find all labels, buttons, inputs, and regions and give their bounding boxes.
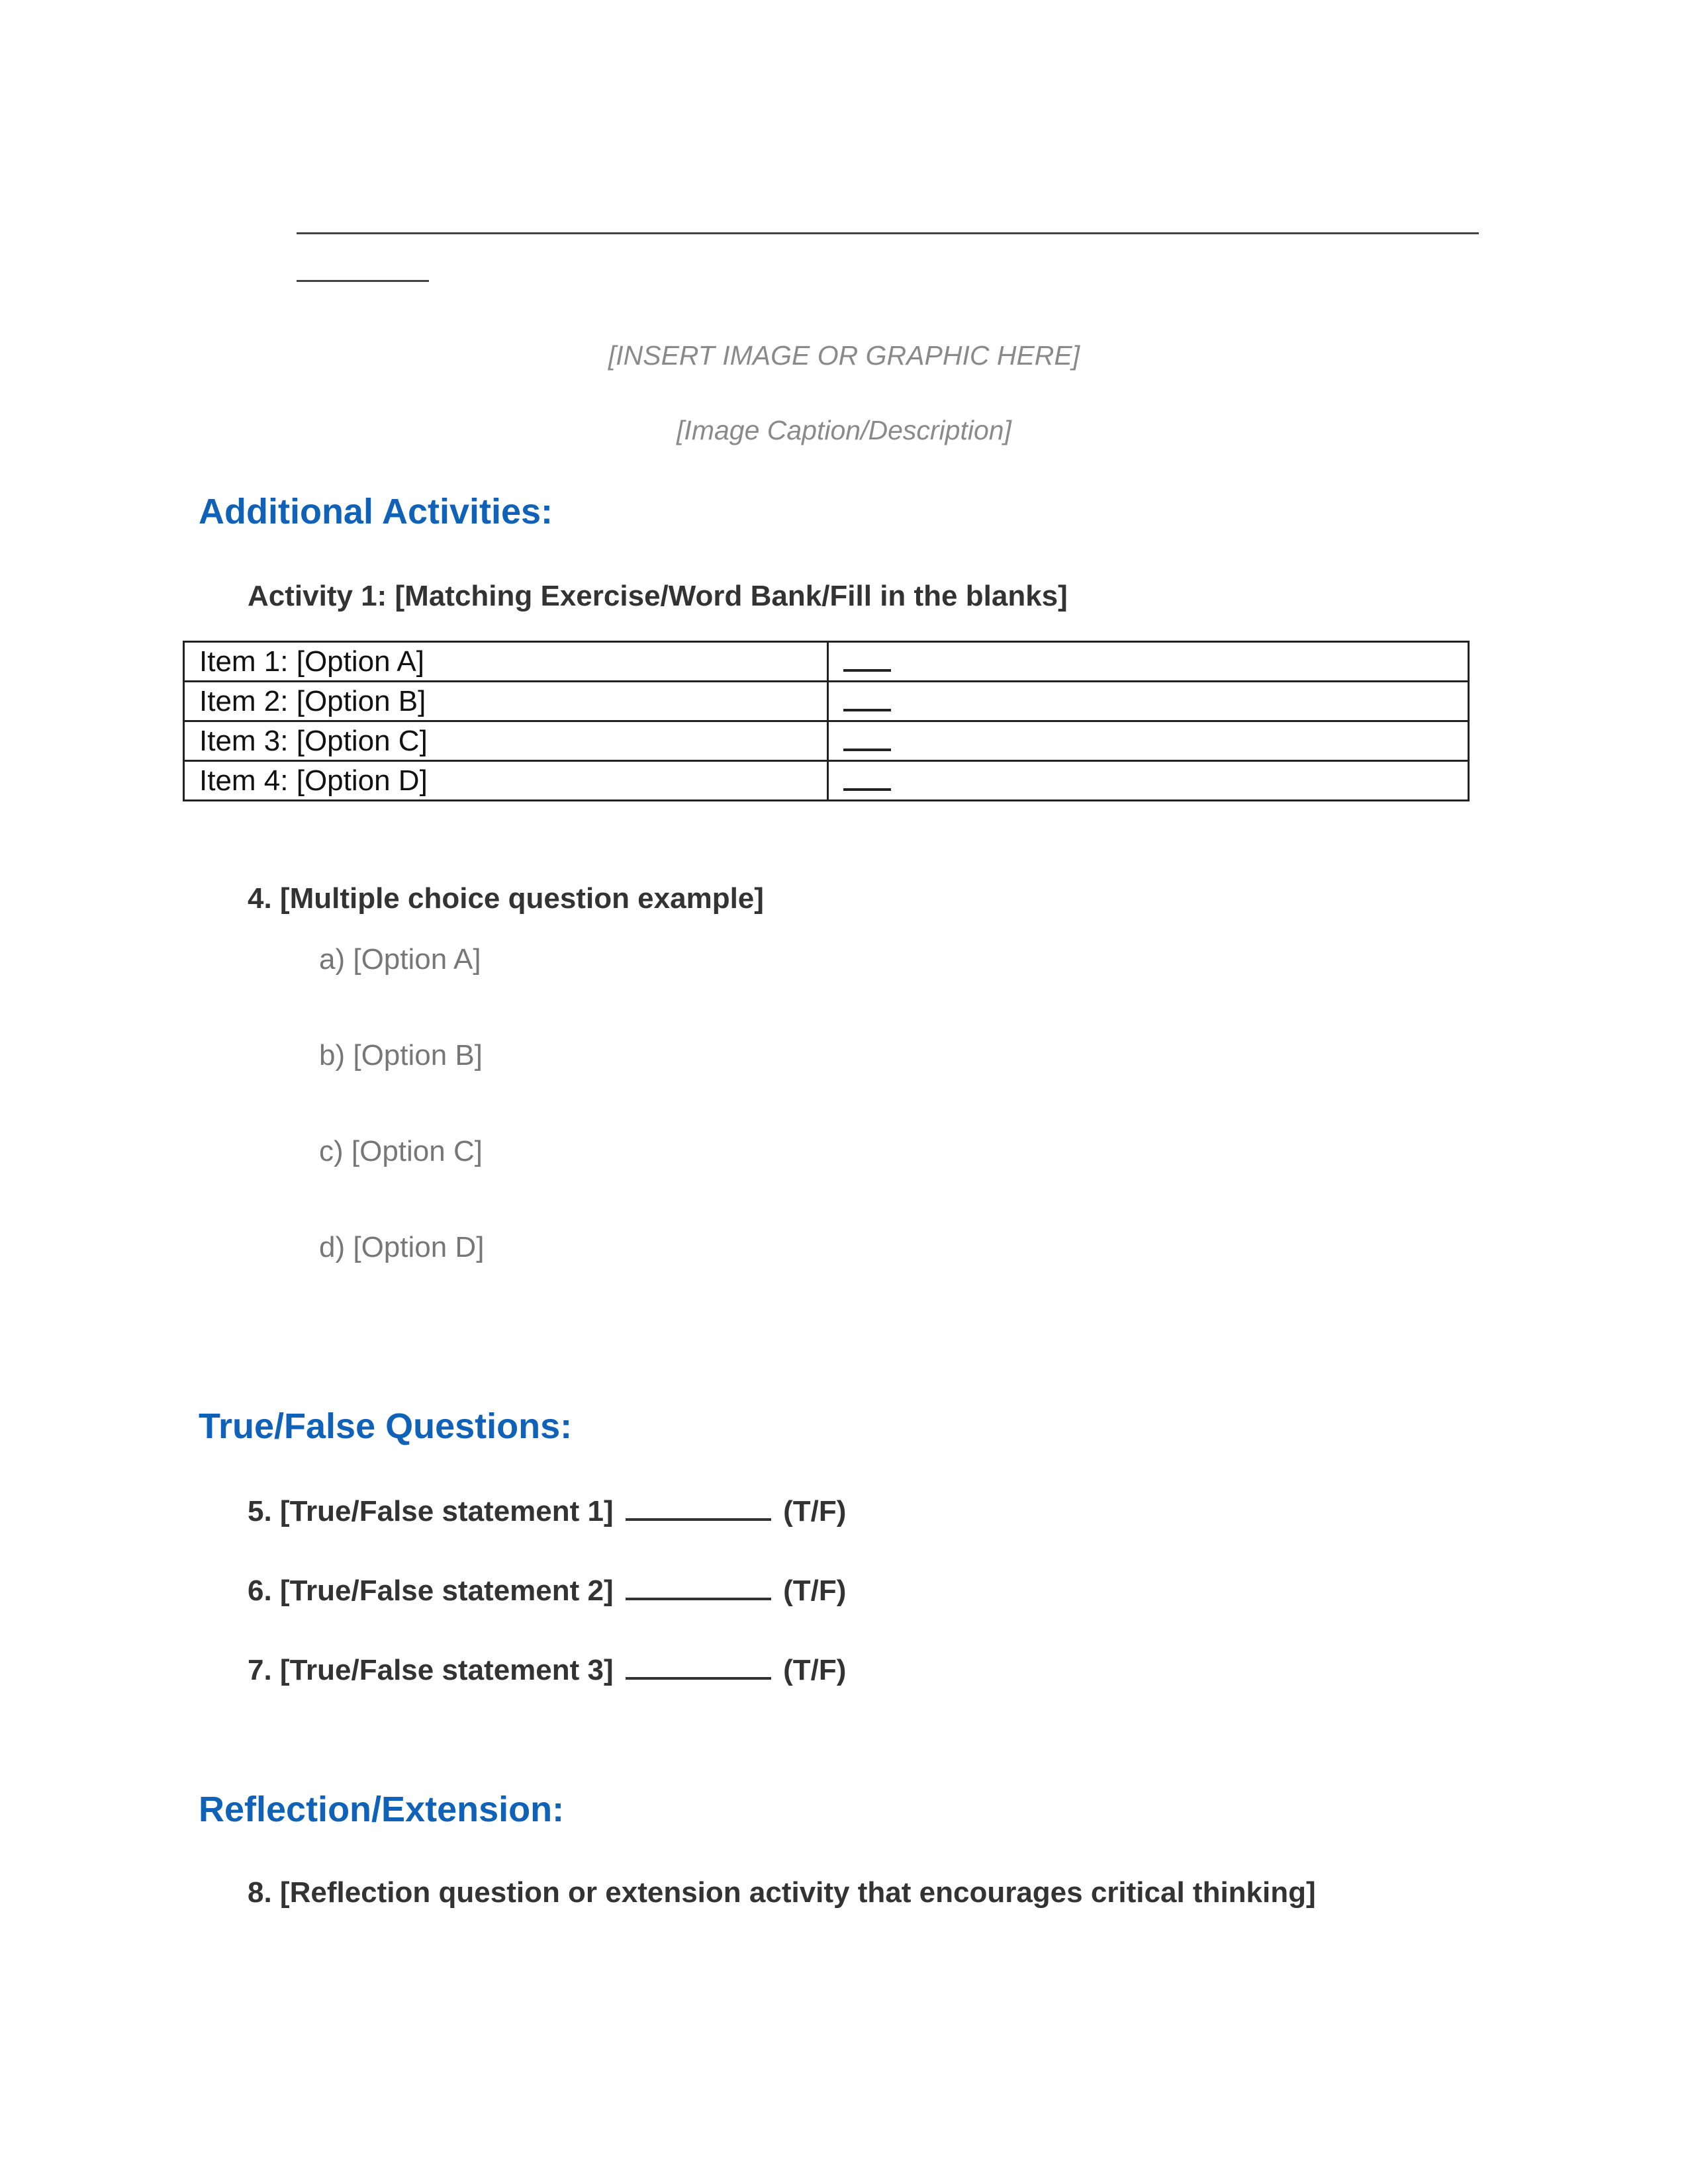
- answer-line-1: [297, 232, 1479, 234]
- tf-suffix: (T/F): [783, 1654, 847, 1686]
- item-answer-cell[interactable]: [828, 682, 1469, 721]
- reflection-question: 8. [Reflection question or extension activity that encourages critical thinking]: [248, 1876, 1316, 1909]
- additional-activities-heading: Additional Activities:: [199, 492, 553, 531]
- item-label: Item 3: [Option C]: [184, 721, 828, 761]
- item-label: Item 1: [Option A]: [184, 642, 828, 682]
- item-label: Item 4: [Option D]: [184, 761, 828, 801]
- image-caption: [Image Caption/Description]: [677, 415, 1011, 445]
- item-label: Item 2: [Option B]: [184, 682, 828, 721]
- tf-statement: 6. [True/False statement 2]: [248, 1574, 614, 1607]
- answer-blank[interactable]: [843, 643, 891, 672]
- tf-suffix: (T/F): [783, 1574, 847, 1607]
- table-row: [184, 721, 1469, 761]
- image-placeholder: [INSERT IMAGE OR GRAPHIC HERE]: [608, 340, 1080, 371]
- item-answer-cell[interactable]: [828, 761, 1469, 801]
- tf-question-6: [248, 1572, 846, 1608]
- tf-statement: 5. [True/False statement 1]: [248, 1495, 614, 1527]
- item-answer-cell[interactable]: [828, 721, 1469, 761]
- tf-statement: 7. [True/False statement 3]: [248, 1654, 614, 1686]
- mcq-option-d[interactable]: d) [Option D]: [319, 1231, 485, 1263]
- table-row: [184, 682, 1469, 721]
- answer-blank[interactable]: [843, 762, 891, 791]
- tf-question-7: [248, 1652, 846, 1687]
- table-row: [184, 761, 1469, 801]
- activity-1-title: Activity 1: [Matching Exercise/Word Bank/Fill in the blanks]: [248, 580, 1068, 612]
- tf-suffix: (T/F): [783, 1495, 847, 1527]
- reflection-heading: Reflection/Extension:: [199, 1790, 565, 1829]
- tf-answer-blank[interactable]: [626, 1652, 771, 1680]
- mcq-option-b[interactable]: b) [Option B]: [319, 1039, 483, 1071]
- matching-table: [183, 641, 1470, 801]
- tf-answer-blank[interactable]: [626, 1572, 771, 1600]
- table-row: [184, 642, 1469, 682]
- tf-answer-blank[interactable]: [626, 1493, 771, 1521]
- answer-line-2: [297, 280, 429, 282]
- mcq-option-a[interactable]: a) [Option A]: [319, 943, 481, 976]
- item-answer-cell[interactable]: [828, 642, 1469, 682]
- mcq-option-c[interactable]: c) [Option C]: [319, 1135, 483, 1167]
- mcq-question: 4. [Multiple choice question example]: [248, 882, 764, 915]
- true-false-heading: True/False Questions:: [199, 1406, 573, 1446]
- answer-blank[interactable]: [843, 722, 891, 751]
- answer-blank[interactable]: [843, 682, 891, 711]
- tf-question-5: [248, 1493, 846, 1528]
